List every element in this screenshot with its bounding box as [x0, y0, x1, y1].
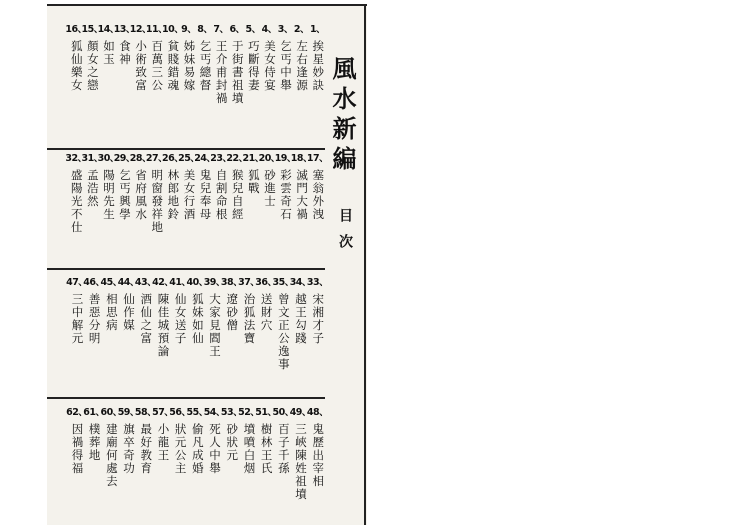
entry-number: 34、 [289, 277, 311, 288]
toc-entry [66, 277, 88, 345]
entry-title: 鬼兒奉母 [198, 168, 213, 221]
entry-title: 樸葬地 [87, 422, 102, 462]
toc-entry [210, 153, 232, 221]
entry-title: 樹林王氏 [259, 422, 274, 475]
entry-number: 19、 [274, 153, 296, 164]
entry-number: 17、 [306, 153, 329, 164]
entry-number: 24、 [194, 153, 216, 164]
entry-number: 47、 [66, 277, 88, 288]
toc-entry [306, 277, 329, 345]
entry-title: 食神 [118, 39, 133, 66]
toc-entry [129, 24, 152, 92]
entry-title: 相思病 [104, 292, 119, 332]
entry-number: 10、 [161, 24, 184, 35]
entry-title: 林郎地鈴 [166, 168, 181, 221]
toc-entry [242, 153, 264, 195]
toc-entry [238, 407, 260, 475]
entry-title: 墳噴白烟 [242, 422, 257, 475]
entry-number: 55、 [186, 407, 208, 418]
entry-number: 29、 [113, 153, 135, 164]
entry-number: 49、 [289, 407, 311, 418]
toc-entry [203, 407, 225, 475]
toc-entry [289, 407, 311, 501]
entry-title: 百子千孫 [276, 422, 291, 475]
entry-number: 25、 [178, 153, 200, 164]
entry-number: 41、 [169, 277, 191, 288]
toc-entry [169, 277, 191, 345]
entry-number: 3、 [277, 24, 293, 35]
entry-title: 美女侍宴 [262, 39, 277, 92]
entry-title: 建廟何處去 [104, 422, 119, 488]
entry-title: 彩雲奇石 [279, 168, 294, 221]
entry-number: 21、 [242, 153, 264, 164]
entry-title: 遼砂僧 [225, 292, 240, 332]
toc-entry [186, 407, 208, 475]
toc-entry [203, 277, 225, 358]
toc-entry [220, 407, 243, 462]
entry-title: 大家見閻王 [208, 292, 223, 358]
section-divider [47, 148, 325, 150]
toc-entry [152, 407, 174, 462]
entry-title: 送財穴 [259, 292, 274, 332]
entry-number: 35、 [272, 277, 294, 288]
toc-entry [246, 25, 261, 92]
toc-entry [145, 153, 168, 234]
entry-number: 53、 [220, 407, 243, 418]
entry-title: 偷凡成婚 [190, 422, 205, 475]
entry-number: 52、 [238, 407, 260, 418]
toc-entry [294, 25, 309, 92]
entry-title: 鬼歷出宰相 [311, 422, 326, 488]
entry-title: 狐仙樂女 [69, 39, 84, 92]
entry-title: 巧斷得妻 [246, 39, 261, 92]
toc-entry [117, 277, 139, 332]
entry-number: 5、 [245, 24, 261, 35]
toc-label: 目次 [337, 208, 353, 260]
entry-number: 39、 [203, 277, 225, 288]
entry-number: 6、 [229, 24, 245, 35]
entry-title: 因禍得福 [70, 422, 85, 475]
toc-entry [66, 407, 88, 475]
top-rule [47, 4, 367, 6]
entry-title: 自割命根 [214, 168, 229, 221]
toc-entry [65, 24, 87, 92]
entry-number: 13、 [113, 24, 135, 35]
entry-number: 56、 [169, 407, 191, 418]
entry-title: 陳佳城預論 [156, 292, 171, 358]
entry-number: 22、 [226, 153, 248, 164]
entry-number: 23、 [210, 153, 232, 164]
entry-title: 陽明先生 [101, 168, 116, 221]
entry-number: 46、 [83, 277, 105, 288]
toc-entry [83, 407, 105, 462]
entry-number: 26、 [161, 153, 184, 164]
toc-entry [278, 25, 293, 92]
toc-entry [97, 153, 119, 221]
entry-number: 4、 [261, 24, 277, 35]
toc-entry [81, 153, 103, 208]
entry-number: 57、 [152, 407, 174, 418]
entry-title: 善惡分明 [87, 292, 102, 345]
entry-title: 于街書祖墳 [230, 39, 245, 105]
entry-number: 45、 [100, 277, 122, 288]
entry-number: 38、 [220, 277, 243, 288]
entry-number: 16、 [65, 24, 87, 35]
toc-entry [97, 24, 119, 66]
entry-title: 曾文正公逸事 [276, 292, 291, 371]
entry-title: 百萬三公 [150, 39, 165, 92]
toc-entry [134, 407, 157, 475]
toc-entry [289, 277, 311, 345]
toc-entry [258, 153, 280, 208]
entry-number: 20、 [258, 153, 280, 164]
entry-number: 60、 [100, 407, 122, 418]
entry-number: 42、 [152, 277, 174, 288]
entry-number: 2、 [293, 24, 309, 35]
entry-title: 左右逢源 [295, 39, 310, 92]
entry-title: 姊妹易嫁 [182, 39, 197, 92]
entry-number: 33、 [306, 277, 329, 288]
entry-number: 51、 [255, 407, 277, 418]
entry-number: 32、 [65, 153, 87, 164]
entry-number: 62、 [66, 407, 88, 418]
toc-entry [290, 153, 313, 221]
toc-entry [274, 153, 296, 221]
entry-number: 14、 [97, 24, 119, 35]
entry-title: 如玉 [101, 39, 116, 66]
toc-entry [181, 25, 196, 92]
entry-title: 三峽陳姓祖墳 [294, 422, 309, 501]
entry-title: 乞丐興學 [118, 168, 133, 221]
toc-entry [178, 153, 200, 221]
toc-entry [161, 24, 184, 92]
right-rule [364, 4, 366, 525]
toc-entry [100, 277, 122, 332]
entry-title: 最好教育 [139, 422, 154, 475]
entry-title: 王介甫封禍 [214, 39, 229, 105]
toc-entry [113, 153, 135, 221]
toc-entry [152, 277, 174, 358]
entry-title: 砂狀元 [225, 422, 240, 462]
toc-entry [113, 24, 135, 66]
entry-title: 滅門大禍 [295, 168, 310, 221]
entry-number: 27、 [145, 153, 168, 164]
entry-title: 仙女送子 [173, 292, 188, 345]
toc-entry [161, 153, 184, 221]
entry-number: 61、 [83, 407, 105, 418]
toc-entry [186, 277, 208, 345]
entry-number: 18、 [290, 153, 313, 164]
toc-entry [306, 153, 329, 221]
toc-entry [81, 24, 103, 92]
entry-title: 砂進士 [262, 168, 277, 208]
entry-number: 1、 [309, 24, 326, 35]
entry-number: 28、 [129, 153, 152, 164]
entry-number: 43、 [134, 277, 157, 288]
toc-entry [226, 153, 248, 221]
toc-entry [117, 407, 139, 475]
entry-number: 40、 [186, 277, 208, 288]
entry-title: 狀元公主 [173, 422, 188, 475]
toc-entry [230, 25, 245, 105]
toc-entry [220, 277, 243, 332]
section-divider [47, 268, 325, 270]
entry-title: 猴兒自經 [230, 168, 245, 221]
section-divider [47, 397, 325, 399]
entry-title: 酒仙之富 [139, 292, 154, 345]
entry-number: 44、 [117, 277, 139, 288]
entry-number: 9、 [181, 24, 197, 35]
entry-number: 8、 [197, 24, 213, 35]
entry-title: 明窗發祥地 [150, 168, 165, 234]
entry-title: 仙作媒 [122, 292, 137, 332]
toc-entry [262, 25, 277, 92]
entry-title: 宋湘才子 [311, 292, 326, 345]
entry-title: 旗卒奇功 [122, 422, 137, 475]
toc-entry [306, 407, 329, 488]
entry-title: 貧賤錯魂 [166, 39, 181, 92]
entry-number: 50、 [272, 407, 294, 418]
entry-title: 乞丐中舉 [279, 39, 294, 92]
entry-title: 塞翁外洩 [311, 168, 326, 221]
toc-entry [255, 277, 277, 332]
entry-title: 治狐法寶 [242, 292, 257, 345]
entry-title: 小龍王 [156, 422, 171, 462]
entry-title: 孟浩然 [85, 168, 100, 208]
toc-entry [197, 25, 212, 92]
toc-entry [272, 277, 294, 371]
entry-number: 37、 [238, 277, 260, 288]
entry-title: 顏女之戀 [85, 39, 100, 92]
toc-entry [194, 153, 216, 221]
entry-title: 越王勾踐 [294, 292, 309, 345]
entry-number: 30、 [97, 153, 119, 164]
toc-entry [213, 25, 228, 105]
entry-number: 36、 [255, 277, 277, 288]
entry-number: 12、 [129, 24, 152, 35]
entry-title: 挨星妙訣 [311, 39, 326, 92]
toc-entry [83, 277, 105, 345]
toc-entry [169, 407, 191, 475]
book-title: 風水新編 [328, 56, 357, 176]
entry-title: 乞丐總督 [198, 39, 213, 92]
book-page [47, 4, 367, 525]
entry-title: 美女行酒 [182, 168, 197, 221]
toc-entry [129, 153, 152, 221]
entry-title: 死人中舉 [208, 422, 223, 475]
toc-entry [255, 407, 277, 475]
toc-entry [65, 153, 87, 234]
entry-title: 省府風水 [134, 168, 149, 221]
toc-entry [145, 24, 168, 92]
entry-title: 狐妹如仙 [190, 292, 205, 345]
entry-number: 54、 [203, 407, 225, 418]
toc-entry [238, 277, 260, 345]
toc-entry [100, 407, 122, 488]
entry-title: 三中解元 [70, 292, 85, 345]
entry-number: 31、 [81, 153, 103, 164]
toc-entry [310, 25, 325, 92]
entry-number: 15、 [81, 24, 103, 35]
toc-entry [272, 407, 294, 475]
entry-number: 48、 [306, 407, 329, 418]
entry-number: 11、 [145, 24, 168, 35]
entry-number: 58、 [134, 407, 157, 418]
entry-title: 狐戰 [246, 168, 261, 195]
entry-number: 59、 [117, 407, 139, 418]
entry-title: 盛陽光不仕 [69, 168, 84, 234]
toc-entry [134, 277, 157, 345]
entry-number: 7、 [213, 24, 229, 35]
entry-title: 小術致富 [134, 39, 149, 92]
